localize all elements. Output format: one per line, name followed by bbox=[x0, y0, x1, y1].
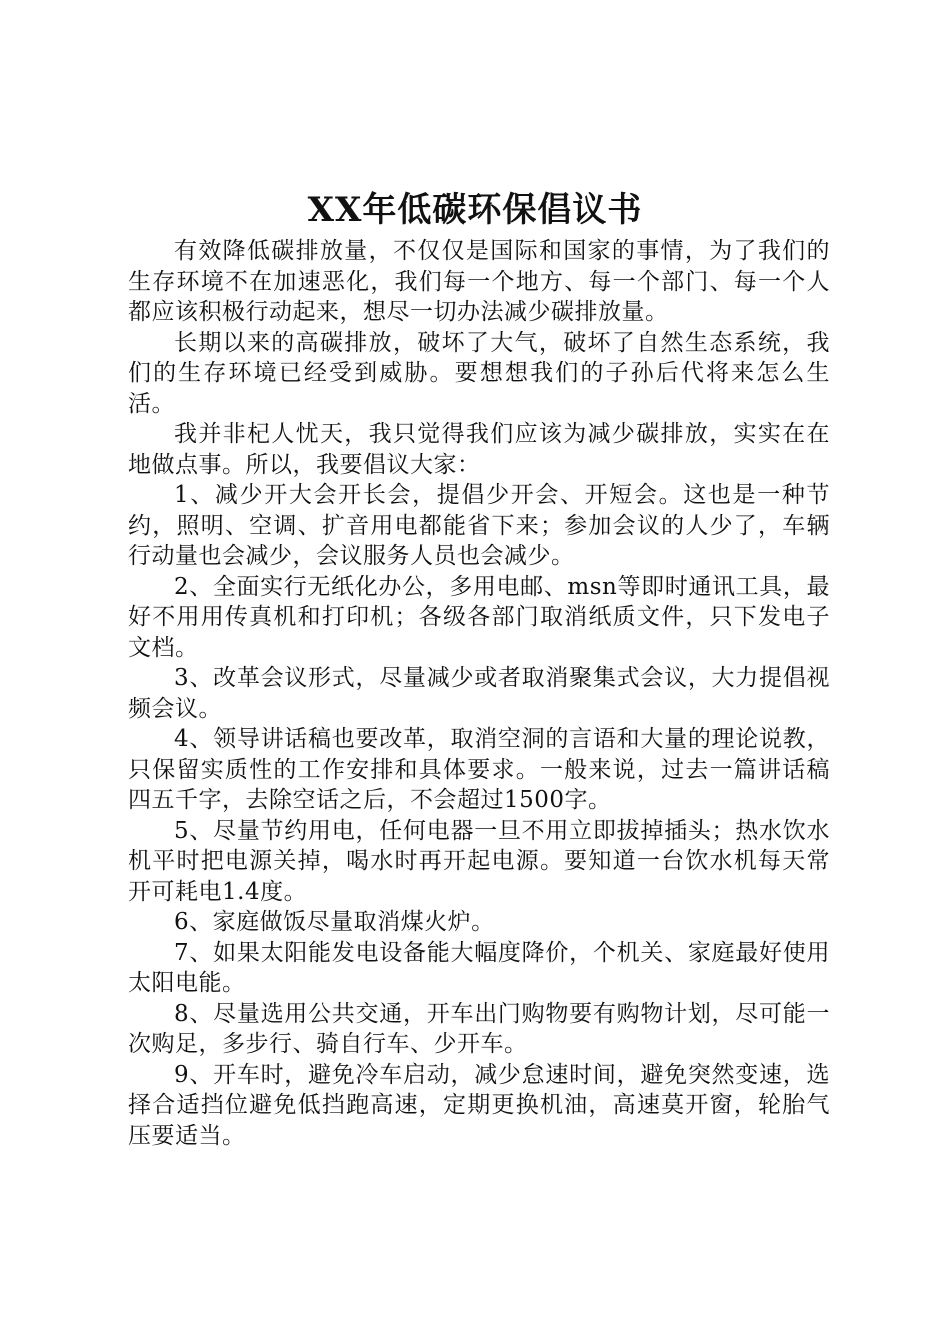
list-item-5: 5、尽量节约用电，任何电器一旦不用立即拔掉插头；热水饮水机平时把电源关掉，喝水时再开起电源。要知道一台饮水机每天常开可耗电1.4度。 bbox=[128, 817, 830, 905]
list-item-6: 6、家庭做饭尽量取消煤火炉。 bbox=[174, 909, 495, 935]
paragraph-call-to-action: 我并非杞人忧天，我只觉得我们应该为减少碳排放，实实在在地做点事。所以，我要倡议大家： bbox=[128, 421, 830, 478]
list-item-9: 9、开车时，避免冷车启动，减少怠速时间，避免突然变速，选择合适挡位避免低挡跑高速，定期更换机油，高速莫开窗，轮胎气压要适当。 bbox=[128, 1061, 830, 1149]
list-item-4: 4、领导讲话稿也要改革，取消空洞的言语和大量的理论说教，只保留实质性的工作安排和具体要求。一般来说，过去一篇讲话稿四五千字，去除空话之后，不会超过1500字。 bbox=[128, 726, 830, 813]
document-body bbox=[128, 236, 830, 1151]
paragraph-intro: 有效降低碳排放量，不仅仅是国际和国家的事情，为了我们的生存环境不在加速恶化，我们每一个地方、每一个部门、每一个人都应该积极行动起来，想尽一切办法减少碳排放量。 bbox=[128, 238, 830, 325]
list-item-1: 1、减少开大会开长会，提倡少开会、开短会。这也是一种节约，照明、空调、扩音用电都能省下来；参加会议的人少了，车辆行动量也会减少，会议服务人员也会减少。 bbox=[128, 482, 830, 569]
list-item-2: 2、全面实行无纸化办公，多用电邮、msn等即时通讯工具，最好不用用传真机和打印机；各级各部门取消纸质文件，只下发电子文档。 bbox=[128, 573, 830, 661]
paragraph-background: 长期以来的高碳排放，破坏了大气，破坏了自然生态系统，我们的生存环境已经受到威胁。要想想我们的子孙后代将来怎么生活。 bbox=[128, 329, 830, 417]
list-item-7: 7、如果太阳能发电设备能大幅度降价，个机关、家庭最好使用太阳电能。 bbox=[128, 939, 830, 996]
document-title: XX年低碳环保倡议书 bbox=[307, 190, 643, 230]
list-item-3: 3、改革会议形式，尽量减少或者取消聚集式会议，大力提倡视频会议。 bbox=[128, 665, 830, 722]
list-item-8: 8、尽量选用公共交通，开车出门购物要有购物计划，尽可能一次购足，多步行、骑自行车、少开车。 bbox=[128, 1000, 830, 1057]
